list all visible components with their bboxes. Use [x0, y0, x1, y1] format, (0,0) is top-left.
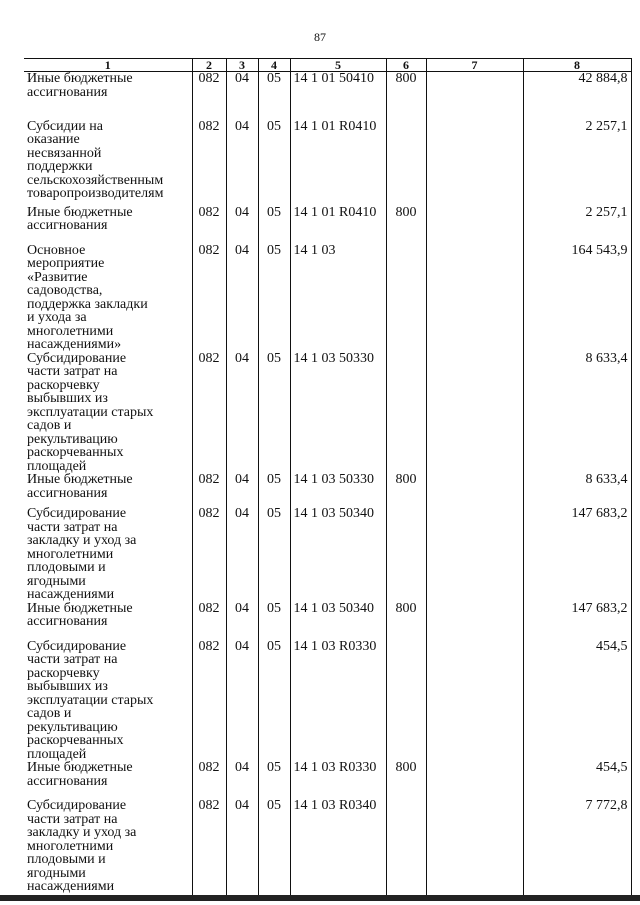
table-row: [24, 602, 631, 640]
cell-col-4: 05: [258, 206, 290, 244]
cell-col-3: 04: [226, 507, 258, 602]
cell-col-5: 14 1 03 R0340: [290, 799, 386, 895]
cell-col-8: 147 683,2: [523, 602, 631, 640]
cell-col-5: 14 1 03 50330: [290, 473, 386, 507]
cell-col-8: 42 884,8: [523, 72, 631, 120]
cell-col-5: 14 1 03 R0330: [290, 761, 386, 799]
cell-col-7: [426, 206, 523, 244]
row-name-text: Иные бюджетные ассигнования: [27, 600, 133, 629]
cell-col-5: 14 1 01 R0410: [290, 120, 386, 206]
cell-col-6: 800: [386, 602, 426, 640]
column-header: 2: [192, 59, 226, 72]
table-row: [24, 120, 631, 206]
page-number: 87: [314, 30, 326, 44]
cell-col-3: 04: [226, 72, 258, 120]
cell-col-8: 2 257,1: [523, 206, 631, 244]
cell-col-4: 05: [258, 799, 290, 895]
column-header: 4: [258, 59, 290, 72]
cell-col-2: 082: [192, 640, 226, 762]
table-row: [24, 799, 631, 895]
cell-col-3: 04: [226, 799, 258, 895]
cell-col-6: [386, 352, 426, 474]
cell-col-7: [426, 640, 523, 762]
row-name-text: Субсидии на оказание несвязанной поддержки сельскохозяйственным товаропроизводителям: [27, 118, 164, 201]
cell-col-4: 05: [258, 640, 290, 762]
cell-col-4: 05: [258, 602, 290, 640]
row-name: [24, 72, 192, 120]
column-header: 5: [290, 59, 386, 72]
cell-col-2: 082: [192, 206, 226, 244]
row-name: [24, 761, 192, 799]
cell-col-3: 04: [226, 761, 258, 799]
cell-col-8: 164 543,9: [523, 244, 631, 352]
cell-col-2: 082: [192, 761, 226, 799]
cell-col-5: 14 1 03 50330: [290, 352, 386, 474]
cell-col-7: [426, 602, 523, 640]
cell-col-6: [386, 799, 426, 895]
cell-col-5: 14 1 03 R0330: [290, 640, 386, 762]
cell-col-4: 05: [258, 72, 290, 120]
row-name-text: Иные бюджетные ассигнования: [27, 71, 133, 100]
cell-col-8: 8 633,4: [523, 473, 631, 507]
cell-col-7: [426, 352, 523, 474]
table-row: [24, 72, 631, 120]
cell-col-6: [386, 244, 426, 352]
row-name-text: Основное мероприятие «Развитие садоводства, поддержка закладки и ухода за многолетними насаждениями»: [27, 242, 148, 352]
cell-col-2: 082: [192, 507, 226, 602]
cell-col-3: 04: [226, 473, 258, 507]
cell-col-2: 082: [192, 120, 226, 206]
cell-col-7: [426, 473, 523, 507]
cell-col-7: [426, 799, 523, 895]
cell-col-3: 04: [226, 640, 258, 762]
row-name-text: Иные бюджетные ассигнования: [27, 204, 133, 233]
row-name: [24, 602, 192, 640]
row-name: [24, 799, 192, 895]
cell-col-5: 14 1 03: [290, 244, 386, 352]
cell-col-5: 14 1 01 R0410: [290, 206, 386, 244]
scan-edge: [0, 895, 640, 901]
cell-col-7: [426, 72, 523, 120]
cell-col-2: 082: [192, 352, 226, 474]
cell-col-6: 800: [386, 473, 426, 507]
cell-col-6: 800: [386, 761, 426, 799]
cell-col-2: 082: [192, 473, 226, 507]
row-name: [24, 640, 192, 762]
cell-col-8: 454,5: [523, 761, 631, 799]
row-name-text: Субсидирование части затрат на закладку и уход за многолетними плодовыми и ягодными насаждениями: [27, 506, 137, 602]
column-header: 6: [386, 59, 426, 72]
budget-table: [24, 58, 632, 895]
cell-col-7: [426, 507, 523, 602]
column-header: 3: [226, 59, 258, 72]
column-header: 8: [523, 59, 631, 72]
cell-col-3: 04: [226, 352, 258, 474]
cell-col-8: 454,5: [523, 640, 631, 762]
table-row: [24, 473, 631, 507]
cell-col-4: 05: [258, 473, 290, 507]
cell-col-5: 14 1 01 50410: [290, 72, 386, 120]
cell-col-8: 2 257,1: [523, 120, 631, 206]
cell-col-2: 082: [192, 72, 226, 120]
cell-col-4: 05: [258, 352, 290, 474]
row-name-text: Субсидирование части затрат на раскорчевку выбывших из эксплуатации старых садов и рекультивацию раскорчеванных площадей: [27, 638, 154, 762]
table-row: [24, 761, 631, 799]
cell-col-7: [426, 761, 523, 799]
cell-col-3: 04: [226, 120, 258, 206]
cell-col-4: 05: [258, 120, 290, 206]
cell-col-8: 7 772,8: [523, 799, 631, 895]
cell-col-6: 800: [386, 72, 426, 120]
row-name: [24, 120, 192, 206]
column-header: 7: [426, 59, 523, 72]
cell-col-5: 14 1 03 50340: [290, 602, 386, 640]
cell-col-6: [386, 640, 426, 762]
cell-col-3: 04: [226, 602, 258, 640]
table-row: [24, 206, 631, 244]
row-name-text: Субсидирование части затрат на закладку и уход за многолетними плодовыми и ягодными насаждениями: [27, 798, 137, 894]
cell-col-8: 8 633,4: [523, 352, 631, 474]
cell-col-2: 082: [192, 602, 226, 640]
cell-col-8: 147 683,2: [523, 507, 631, 602]
cell-col-7: [426, 120, 523, 206]
column-header: 1: [24, 59, 192, 72]
cell-col-6: 800: [386, 206, 426, 244]
row-name: [24, 507, 192, 602]
cell-col-2: 082: [192, 799, 226, 895]
row-name-text: Субсидирование части затрат на раскорчевку выбывших из эксплуатации старых садов и рекультивацию раскорчеванных площадей: [27, 350, 154, 474]
cell-col-4: 05: [258, 507, 290, 602]
table-row: [24, 507, 631, 602]
row-name: [24, 352, 192, 474]
header-row: [24, 59, 631, 72]
cell-col-4: 05: [258, 244, 290, 352]
cell-col-6: [386, 507, 426, 602]
cell-col-4: 05: [258, 761, 290, 799]
cell-col-3: 04: [226, 206, 258, 244]
table-row: [24, 640, 631, 762]
table-row: [24, 244, 631, 352]
row-name: [24, 473, 192, 507]
row-name-text: Иные бюджетные ассигнования: [27, 472, 133, 501]
cell-col-2: 082: [192, 244, 226, 352]
row-name-text: Иные бюджетные ассигнования: [27, 760, 133, 789]
table-row: [24, 352, 631, 474]
row-name: [24, 244, 192, 352]
cell-col-3: 04: [226, 244, 258, 352]
cell-col-7: [426, 244, 523, 352]
cell-col-5: 14 1 03 50340: [290, 507, 386, 602]
row-name: [24, 206, 192, 244]
cell-col-6: [386, 120, 426, 206]
